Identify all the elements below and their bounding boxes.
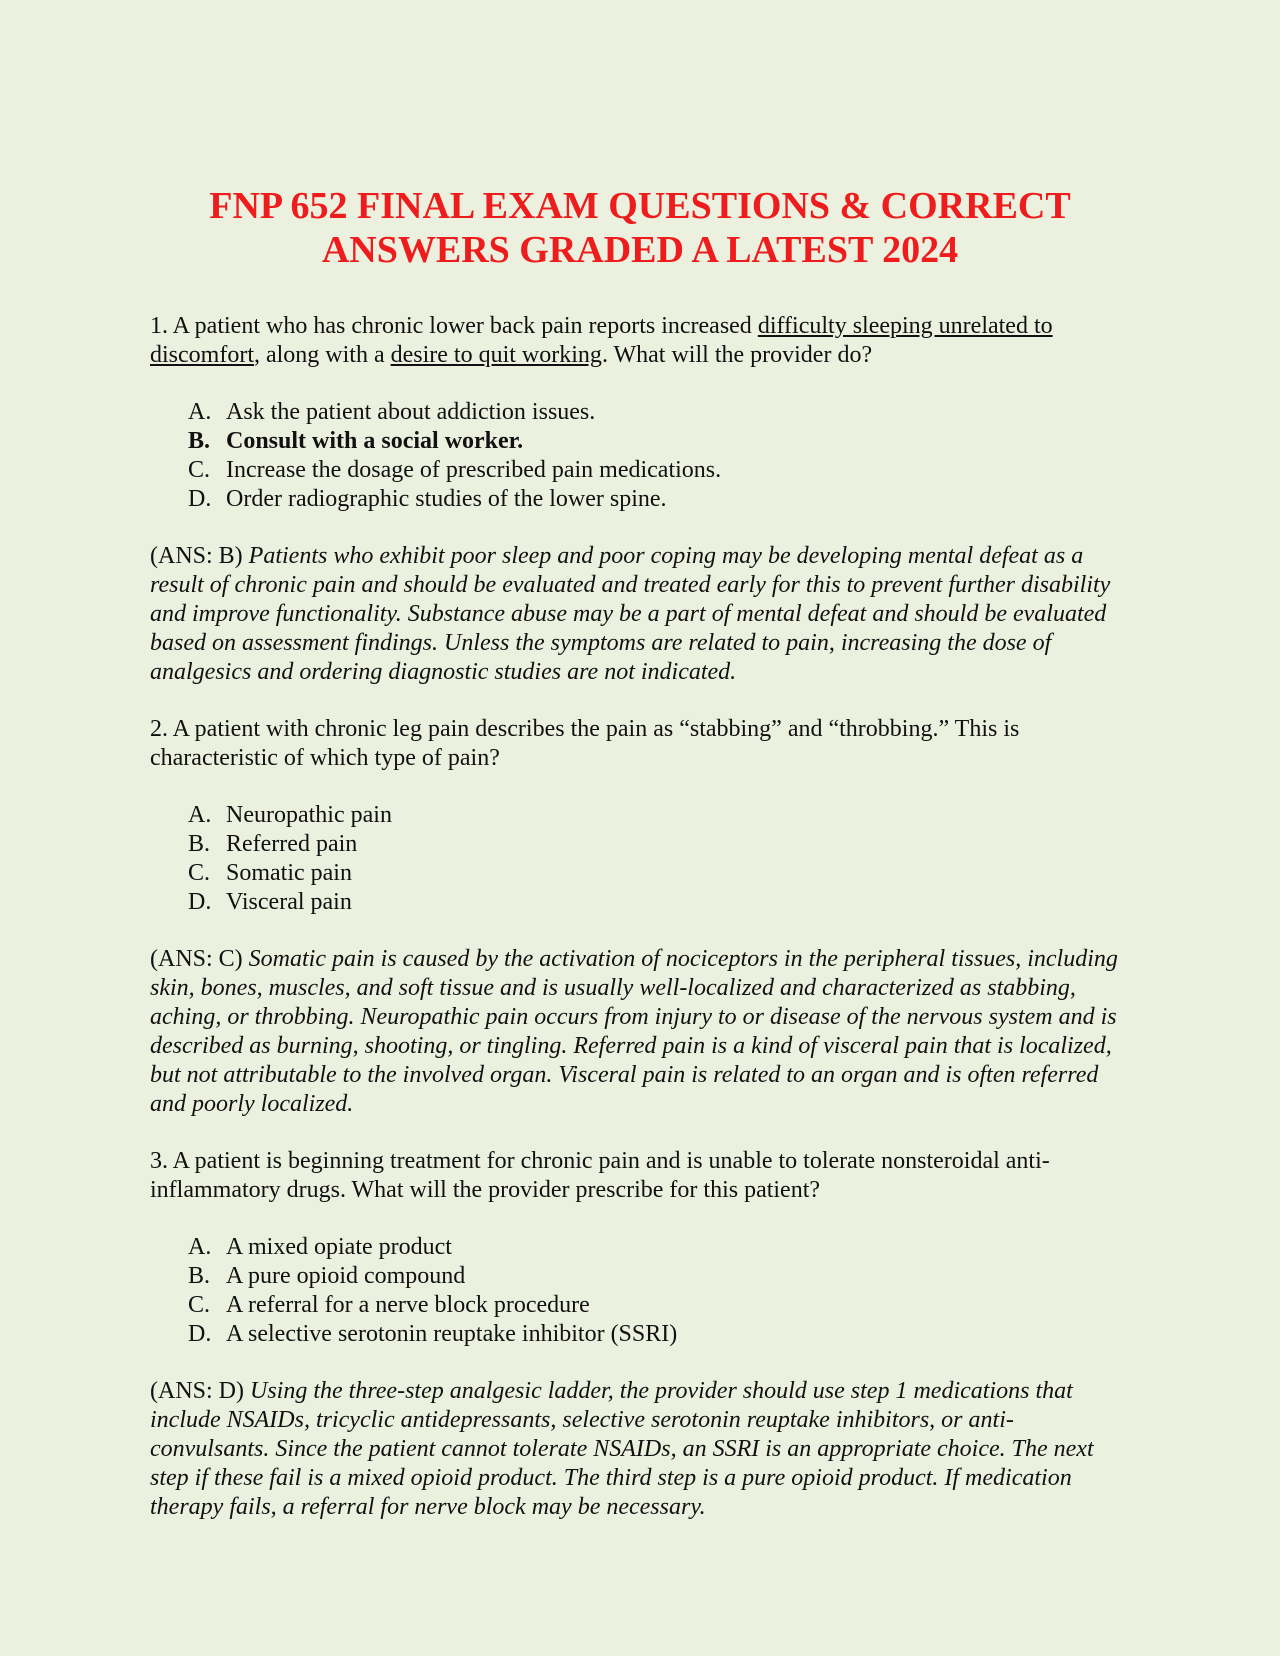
question-stem: 3. A patient is beginning treatment for chronic pain and is unable to tolerate nonsteroidal anti-inflammatory drugs. What will the provider prescribe for this patient? <box>150 1148 1050 1203</box>
option-c <box>188 859 1130 888</box>
answer-options <box>150 1233 1130 1349</box>
option-a <box>188 1233 1130 1262</box>
answer-label: (ANS: B) <box>150 543 249 569</box>
option-letter: A. <box>188 399 212 425</box>
option-text: A selective serotonin reuptake inhibitor (SSRI) <box>226 1321 678 1347</box>
document-page <box>150 184 1130 1550</box>
option-text: Order radiographic studies of the lower spine. <box>226 486 667 512</box>
option-letter: D. <box>188 1321 212 1347</box>
option-text: A mixed opiate product <box>226 1234 452 1260</box>
answer-rationale <box>150 1377 1130 1522</box>
question-2 <box>150 715 1130 1119</box>
option-b <box>188 1262 1130 1291</box>
answer-options <box>150 398 1130 514</box>
option-text: A pure opioid compound <box>226 1263 466 1289</box>
question-stem: 2. A patient with chronic leg pain describes the pain as “stabbing” and “throbbing.” This is characteristic of which type of pain? <box>150 716 1020 771</box>
stem-text: . What will the provider do? <box>601 342 873 368</box>
title-line-2: ANSWERS GRADED A LATEST 2024 <box>321 229 959 271</box>
answer-options <box>150 801 1130 917</box>
option-letter: B. <box>188 1263 211 1289</box>
rationale-text: Using the three-step analgesic ladder, the provider should use step 1 medications that include NSAIDs, tricyclic antidepressants, selective serotonin reuptake inhibitors, or anti-convulsants. Since the patient cannot tolerate NSAIDs, an SSRI is an appropriate choice. The next step if these fail is a mixed opioid product. The third step is a pure opioid product. If medication therapy fails, a referral for nerve block may be necessary. <box>150 1378 1094 1520</box>
option-text: Referred pain <box>226 831 358 857</box>
stem-text: 1. A patient who has chronic lower back pain reports increased <box>150 313 758 339</box>
question-1 <box>150 312 1130 687</box>
option-text: Somatic pain <box>226 860 352 886</box>
option-c <box>188 456 1130 485</box>
option-c <box>188 1291 1130 1320</box>
stem-text: , along with a <box>253 342 391 368</box>
option-a <box>188 801 1130 830</box>
option-b-correct <box>188 427 1130 456</box>
option-letter: D. <box>188 889 212 915</box>
stem-underlined-text: difficulty sleeping unrelated to discomfort <box>150 313 1053 368</box>
option-letter: D. <box>188 486 212 512</box>
option-b <box>188 830 1130 859</box>
option-letter: B. <box>188 831 211 857</box>
answer-label: (ANS: D) <box>150 1378 250 1404</box>
option-text: Visceral pain <box>226 889 352 915</box>
option-text: A referral for a nerve block procedure <box>226 1292 590 1318</box>
answer-rationale <box>150 542 1130 687</box>
document-title <box>150 184 1130 272</box>
option-letter: A. <box>188 802 212 828</box>
option-text: Ask the patient about addiction issues. <box>226 399 596 425</box>
question-stem <box>150 312 1130 370</box>
answer-label: (ANS: C) <box>150 946 249 972</box>
option-a <box>188 398 1130 427</box>
option-letter: C. <box>188 860 211 886</box>
title-line-1: FNP 652 FINAL EXAM QUESTIONS & CORRECT <box>209 185 1071 227</box>
option-text: Consult with a social worker. <box>226 428 524 454</box>
option-letter: B. <box>188 428 211 454</box>
option-text: Increase the dosage of prescribed pain medications. <box>226 457 722 483</box>
stem-underlined-text: desire to quit working <box>390 342 602 368</box>
option-letter: C. <box>188 457 211 483</box>
rationale-text: Patients who exhibit poor sleep and poor coping may be developing mental defeat as a result of chronic pain and should be evaluated and treated early for this to prevent further disability and improve functionality. Substance abuse may be a part of mental defeat and should be evaluated based on assessment findings. Unless the symptoms are related to pain, increasing the dose of analgesics and ordering diagnostic studies are not indicated. <box>150 543 1111 685</box>
option-letter: A. <box>188 1234 212 1260</box>
question-3 <box>150 1147 1130 1522</box>
option-d <box>188 888 1130 917</box>
rationale-text: Somatic pain is caused by the activation of nociceptors in the peripheral tissues, including skin, bones, muscles, and soft tissue and is usually well-localized and characterized as stabbing, aching, or throbbing. Neuropathic pain occurs from injury to or disease of the nervous system and is described as burning, shooting, or tingling. Referred pain is a kind of visceral pain that is localized, but not attributable to the involved organ. Visceral pain is related to an organ and is often referred and poorly localized. <box>150 946 1118 1117</box>
answer-rationale <box>150 945 1130 1119</box>
option-d <box>188 485 1130 514</box>
option-text: Neuropathic pain <box>226 802 392 828</box>
option-d <box>188 1320 1130 1349</box>
option-letter: C. <box>188 1292 211 1318</box>
